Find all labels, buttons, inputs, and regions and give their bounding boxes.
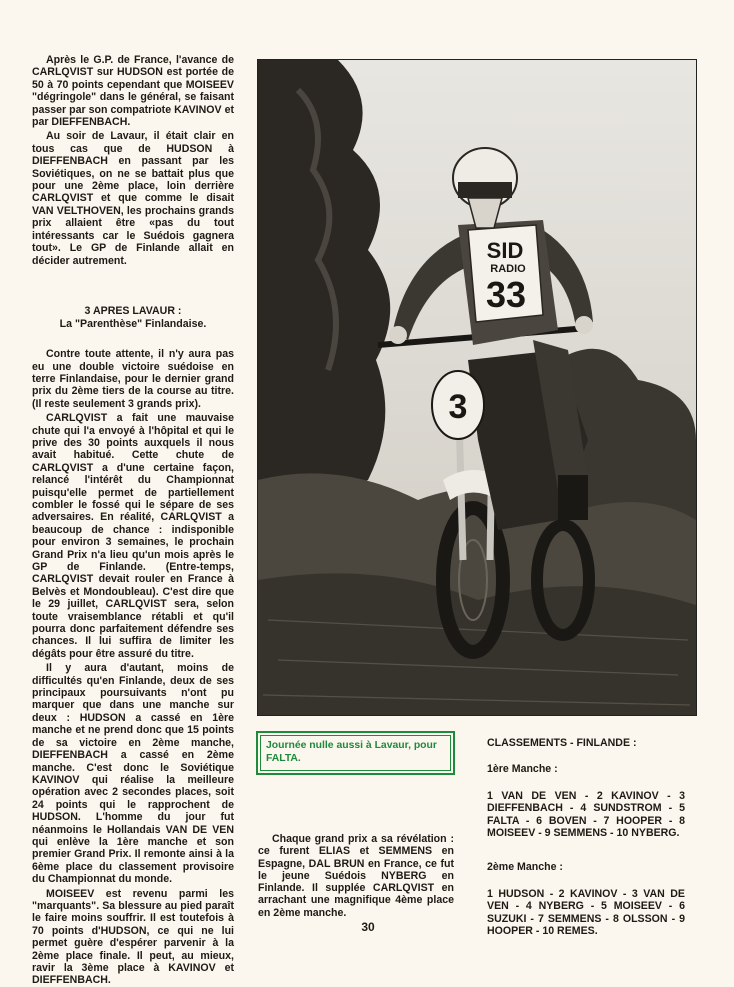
heat2-title: 2ème Manche : [487,861,563,874]
results-column [487,737,685,959]
article-paragraph: Après le G.P. de France, l'avance de CARLQVIST sur HUDSON est portée de 50 à 70 points cependant que MOISEEV "dégringole" dans le général, se faisant passer par son compatriote KAVINOV et par DIEFFENBACH. [32,54,234,129]
rider-illustration [258,60,696,715]
photo-caption-box [256,731,455,775]
photo-caption-text: Journée nulle aussi à Lavaur, pour FALTA. [260,735,451,771]
article-paragraph: Contre toute attente, il n'y aura pas eu une double victoire suédoise en terre Finlandaise, pour le dernier grand prix du 2ème tiers de la course au titre. (Il reste seulement 3 grands prix). [32,348,234,410]
heat1-results: 1 VAN DE VEN - 2 KAVINOV - 3 DIEFFENBACH - 4 SUNDSTROM - 5 FALTA - 6 BOVEN - 7 HOOPER - 8 MOISEEV - 9 SEMMENS - 10 NYBERG. [487,789,685,840]
article-paragraph: Il y aura d'autant, moins de difficultés qu'en Finlande, deux de ses principaux poursuivants n'ont pu marquer que dans une manche sur deux : HUDSON a cassé en 1ère manche et ne prend donc que 15 points de sa victoire en 2ème manche, DIEFFENBACH a cassé en 2ème manche. C'est donc le Soviétique KAVINOV qui réalise la meilleure opération avec 2 secondes places, soit 24 points qui le rapprochent de HUDSON. L'homme du jour fut néanmoins le Hollandais VAN DE VEN qui enlève la 1ère manche et son premier Grand Prix. Il remonte ainsi à la 6ème place du classement provisoire du Championnat du monde. [32,662,234,886]
section-heading-line1: 3 APRES LAVAUR : [84,304,182,317]
article-paragraph: Chaque grand prix a sa révélation : ce furent ELIAS et SEMMENS en Espagne, DAL BRUN en France, ce fut le jeune Suédois NYBERG en Finlande. Il supplée CARLQVIST en arrachant une magnifique 4ème place en 2ème manche. [258,833,454,919]
bib-sponsor-sub-text: RADIO [490,263,526,275]
bib-sponsor-text: SID [486,238,524,263]
left-article-column [32,54,234,987]
article-paragraph: MOISEEV est revenu parmi les "marquants". Sa blessure au pied paraît le faire moins souffrir. Il est toutefois à 70 points d'HUDSON, ce qui ne lui permet guère d'espérer parvenir à la 2ème place finale. Il peut, au mieux, ravir la 3ème place à KAVINOV et DIEFFENBACH. [32,887,234,987]
page-number: 30 [361,920,375,934]
bib-number-text: 33 [485,274,527,315]
middle-article-column [258,833,454,919]
heat1-title: 1ère Manche : [487,763,558,776]
plate-number: 3 [448,388,468,426]
motocross-photo [257,59,697,716]
section-heading-line2: La "Parenthèse" Finlandaise. [59,317,207,330]
heat2-results: 1 HUDSON - 2 KAVINOV - 3 VAN DE VEN - 4 NYBERG - 5 MOISEEV - 6 SUZUKI - 7 SEMMENS - 8 OLSSON - 9 HOOPER - 10 REMES. [487,887,685,938]
article-paragraph: CARLQVIST a fait une mauvaise chute qui l'a envoyé à l'hôpital et qui le prive des 30 points auxquels il nous avait habitué. Cette chute de CARLQVIST a d'une certaine façon, relancé l'intérêt du Championnat puisqu'elle permet de partiellement combler le fossé qui le sépare de ses adversaires. En réalité, CARLQVIST a beaucoup de chance : indisponible pour environ 3 semaines, le prochain Grand Prix n'a lieu qu'un mois après le GP de Finlande. (Entre-temps, CARLQVIST devait rouler en France à Belvès et Mondoubleau). C'est dire que le 29 juillet, CARLQVIST sera, selon toute vraisemblance rétabli et qu'il pourra donc parfaitement défendre ses chances. Il lui suffira de limiter les dégâts pour être assuré du titre. [32,412,234,660]
results-title: CLASSEMENTS - FINLANDE : [487,737,637,749]
section-heading [32,305,234,330]
article-paragraph: Au soir de Lavaur, il était clair en tous cas que de HUDSON à DIEFFENBACH en passant par les Soviétiques, on ne se battait plus que pour une 2ème place, loin derrière CARLQVIST et que comme le disait VAN VELTHOVEN, les prochains grands prix allaient être «pas du tout intéressants car le Suédois gagnera tout». Le GP de Finlande allait en décider autrement. [32,130,234,267]
